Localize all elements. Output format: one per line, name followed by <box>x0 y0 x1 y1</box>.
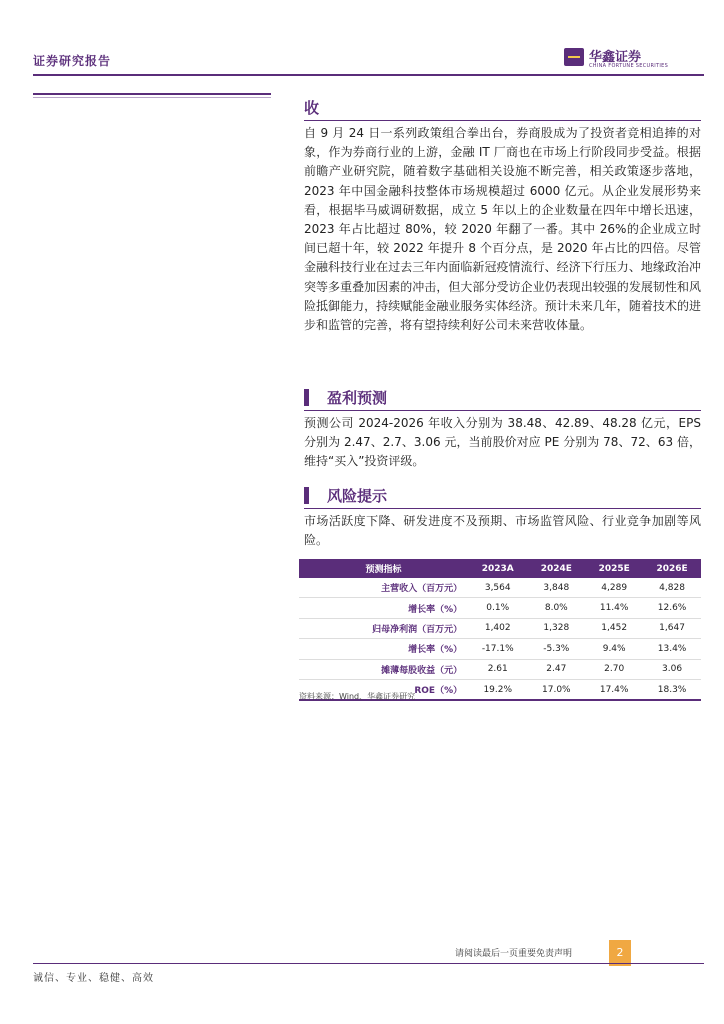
table-cell: 1,402 <box>468 618 527 638</box>
table-row <box>299 659 701 679</box>
company-logo <box>564 46 669 72</box>
disclaimer-link[interactable]: 请阅读最后一页重要免责声明 <box>455 949 573 959</box>
logo-english-name: CHINA FORTUNE SECURITIES <box>589 63 669 69</box>
section-heading-text: 收 <box>304 98 320 117</box>
table-cell: 2.70 <box>585 659 643 679</box>
heading-bar-icon <box>304 389 309 406</box>
table-cell: 3.06 <box>643 659 701 679</box>
table-header-cell: 预测指标 <box>299 559 468 578</box>
company-slogan: 诚信、专业、稳健、高效 <box>33 973 154 984</box>
risk-paragraph: 市场活跃度下降、研发进度不及预期、市场监管风险、行业竞争加剧等风险。 <box>304 514 701 548</box>
forecast-heading <box>304 384 701 410</box>
section-rule <box>304 120 701 121</box>
row-label: 摊薄每股收益（元） <box>299 659 468 679</box>
row-label: 归母净利润（百万元） <box>299 618 468 638</box>
table-cell: 0.1% <box>468 598 527 618</box>
table-header-cell: 2023A <box>468 559 527 578</box>
table-row <box>299 598 701 618</box>
table-cell: 1,452 <box>585 618 643 638</box>
report-type-label: 证券研究报告 <box>33 54 112 68</box>
table-header-cell: 2025E <box>585 559 643 578</box>
table-header-cell: 2026E <box>643 559 701 578</box>
table-cell: 4,289 <box>585 578 643 598</box>
risk-heading-text: 风险提示 <box>327 486 388 505</box>
table-source-note: 资料来源：Wind、华鑫证券研究 <box>299 692 416 701</box>
table-cell: -5.3% <box>527 639 585 659</box>
table-cell: 18.3% <box>643 679 701 700</box>
table-cell: 11.4% <box>585 598 643 618</box>
risk-rule <box>304 508 701 509</box>
row-label: 主营收入（百万元） <box>299 578 468 598</box>
table-cell: 4,828 <box>643 578 701 598</box>
table-cell: 2.47 <box>527 659 585 679</box>
table-header-cell: 2024E <box>527 559 585 578</box>
forecast-table <box>299 559 701 701</box>
sidebar-rule <box>33 93 271 95</box>
row-label: 增长率（%） <box>299 598 468 618</box>
logo-chinese-name: 华鑫证券 <box>589 50 642 65</box>
table-row <box>299 578 701 598</box>
logo-mark-icon <box>564 48 584 66</box>
forecast-heading-text: 盈利预测 <box>327 388 388 407</box>
sidebar-rule-thin <box>33 97 271 98</box>
table-cell: 1,328 <box>527 618 585 638</box>
table-cell: 17.4% <box>585 679 643 700</box>
section-heading-continued <box>304 94 701 120</box>
table-cell: 13.4% <box>643 639 701 659</box>
table-cell: -17.1% <box>468 639 527 659</box>
table-cell: 3,564 <box>468 578 527 598</box>
table-header-row <box>299 559 701 578</box>
risk-heading <box>304 482 701 508</box>
forecast-paragraph: 预测公司 2024-2026 年收入分别为 38.48、42.89、48.28 亿元，EPS 分别为 2.47、2.7、3.06 元，当前股价对应 PE 分别为 78、72、63 倍，维持“买入”投资评级。 <box>304 416 701 469</box>
table-cell: 9.4% <box>585 639 643 659</box>
header-rule <box>33 74 704 76</box>
table-cell: 19.2% <box>468 679 527 700</box>
heading-bar-icon <box>304 487 309 504</box>
page-number: 2 <box>609 940 631 966</box>
industry-paragraph: 自 9 月 24 日一系列政策组合拳出台，券商股成为了投资者竞相追捧的对象，作为券商行业的上游，金融 IT 厂商也在市场上行阶段同步受益。根据前瞻产业研究院，随着数字基础相关设施不断完善，相关政策逐步落地，2023 年中国金融科技整体市场规模超过 6000 亿元。从企业发展形势来看，根据毕马威调研数据，成立 5 年以上的企业数量在四年中增长迅速，2023 年占比超过 80%，较 2020 年翻了一番。其中 26%的企业成立时间已超十年，较 2022 年提升 8 个百分点，是 2020 年占比的四倍。尽管金融科技行业在过去三年内面临新冠疫情流行、经济下行压力、地缘政治冲突等多重叠加因素的冲击，但大部分受访企业仍表现出较强的发展韧性和风险抵御能力，持续赋能金融业服务实体经济。预计未来几年，随着技术的进步和监管的完善，将有望持续利好公司未来营收体量。 <box>304 126 701 333</box>
table-cell: 3,848 <box>527 578 585 598</box>
table-row <box>299 618 701 638</box>
row-label: 增长率（%） <box>299 639 468 659</box>
table-cell: 12.6% <box>643 598 701 618</box>
table-cell: 8.0% <box>527 598 585 618</box>
table-cell: 17.0% <box>527 679 585 700</box>
footer-rule <box>33 963 704 964</box>
forecast-rule <box>304 410 701 411</box>
row-label: ROE（%） <box>299 679 468 700</box>
table-cell: 2.61 <box>468 659 527 679</box>
table-cell: 1,647 <box>643 618 701 638</box>
table-row <box>299 639 701 659</box>
